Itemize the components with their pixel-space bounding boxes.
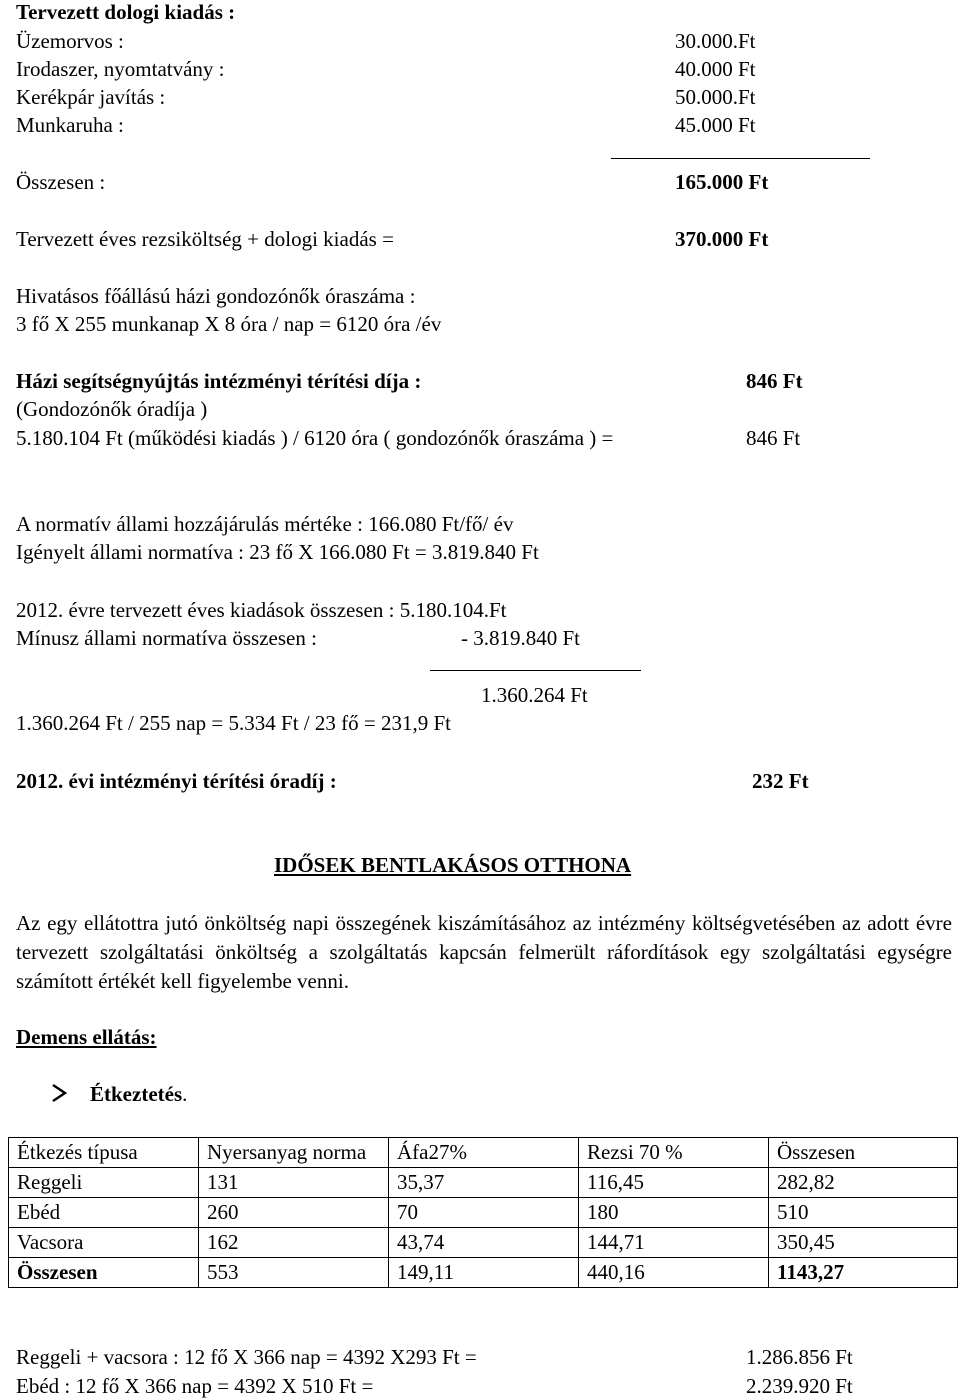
table-cell: 180 [579,1198,769,1228]
table-row [9,1168,958,1198]
rezsi-value: 370.000 Ft [675,227,769,251]
oradij-label: 2012. évi intézményi térítési óradíj : [16,769,337,793]
table-header-cell: Összesen [769,1138,958,1168]
footer-calc-value: 2.239.920 Ft [746,1374,853,1398]
kiadas-line: 2012. évre tervezett éves kiadások összesen : 5.180.104.Ft [16,598,507,622]
table-cell: 510 [769,1198,958,1228]
dologi-item-value: 40.000 Ft [675,57,756,81]
minusz-label: Mínusz állami normatíva összesen : [16,626,317,650]
table-cell: 35,37 [389,1168,579,1198]
oraszam-line: Hivatásos főállású házi gondozónők óraszáma : [16,284,416,308]
table-cell: Vacsora [9,1228,199,1258]
table-row [9,1198,958,1228]
result-divider-line [430,670,641,671]
sum-divider-line [611,158,870,159]
table-cell: 116,45 [579,1168,769,1198]
dologi-title: Tervezett dologi kiadás : [16,0,236,24]
section-heading: IDŐSEK BENTLAKÁSOS OTTHONA [274,853,632,877]
hazi-title-value: 846 Ft [746,369,803,393]
table-cell: 1143,27 [769,1258,958,1288]
dologi-total-label: Összesen : [16,170,106,194]
kiadas-result: 1.360.264 Ft [481,683,588,707]
hazi-calc: 5.180.104 Ft (működési kiadás ) / 6120 óra ( gondozónők óraszáma ) = [16,426,614,450]
table-total-row [9,1258,958,1288]
etkeztetes-heading: Étkeztetés. [90,1082,188,1106]
arrow-bullet-icon [50,1083,68,1108]
demens-heading: Demens ellátás: [16,1025,157,1049]
table-header-cell: Étkezés típusa [9,1138,199,1168]
table-cell: 440,16 [579,1258,769,1288]
table-cell: Ebéd [9,1198,199,1228]
dologi-item-label: Munkaruha : [16,113,124,137]
table-header-cell: Áfa27% [389,1138,579,1168]
dologi-item-value: 45.000 Ft [675,113,756,137]
hazi-title: Házi segítségnyújtás intézményi térítési díja : [16,369,422,393]
table-header-row [9,1138,958,1168]
meal-cost-table [8,1137,958,1288]
dologi-item-label: Kerékpár javítás : [16,85,166,109]
table-header-cell: Rezsi 70 % [579,1138,769,1168]
table-cell: 350,45 [769,1228,958,1258]
kiadas-calc: 1.360.264 Ft / 255 nap = 5.334 Ft / 23 fő = 231,9 Ft [16,711,451,735]
section-paragraph: Az egy ellátottra jutó önköltség napi összegének kiszámításához az intézmény költségvetésében az adott évre tervezett szolgáltatási önköltség a szolgáltatás kapcsán felmerült ráfordítások egy szolgáltatási egységre számított értékét kell figyelembe venni. [16,911,952,993]
footer-calc-value: 1.286.856 Ft [746,1345,853,1369]
normativa-line: A normatív állami hozzájárulás mértéke : 166.080 Ft/fő/ év [16,512,514,536]
table-cell: 260 [199,1198,389,1228]
oradij-value: 232 Ft [752,769,809,793]
footer-calc-label: Ebéd : 12 fő X 366 nap = 4392 X 510 Ft = [16,1374,374,1398]
dologi-total-value: 165.000 Ft [675,170,769,194]
normativa-line: Igényelt állami normatíva : 23 fő X 166.080 Ft = 3.819.840 Ft [16,540,539,564]
table-cell: 70 [389,1198,579,1228]
table-cell: 553 [199,1258,389,1288]
table-header-cell: Nyersanyag norma [199,1138,389,1168]
dologi-item-label: Üzemorvos : [16,29,124,53]
table-cell: 144,71 [579,1228,769,1258]
table-cell: 43,74 [389,1228,579,1258]
rezsi-label: Tervezett éves rezsiköltség + dologi kiadás = [16,227,394,251]
table-cell: 131 [199,1168,389,1198]
minusz-value: - 3.819.840 Ft [461,626,581,650]
table-cell: Összesen [9,1258,199,1288]
hazi-sub: (Gondozónők óradíja ) [16,397,208,421]
dologi-item-label: Irodaszer, nyomtatvány : [16,57,225,81]
dologi-item-value: 50.000.Ft [675,85,756,109]
footer-calc-label: Reggeli + vacsora : 12 fő X 366 nap = 4392 X293 Ft = [16,1345,477,1369]
table-cell: 149,11 [389,1258,579,1288]
table-cell: 282,82 [769,1168,958,1198]
table-row [9,1228,958,1258]
oraszam-calc: 3 fő X 255 munkanap X 8 óra / nap = 6120 óra /év [16,312,442,336]
table-cell: 162 [199,1228,389,1258]
dologi-item-value: 30.000.Ft [675,29,756,53]
table-cell: Reggeli [9,1168,199,1198]
hazi-calc-value: 846 Ft [746,426,801,450]
